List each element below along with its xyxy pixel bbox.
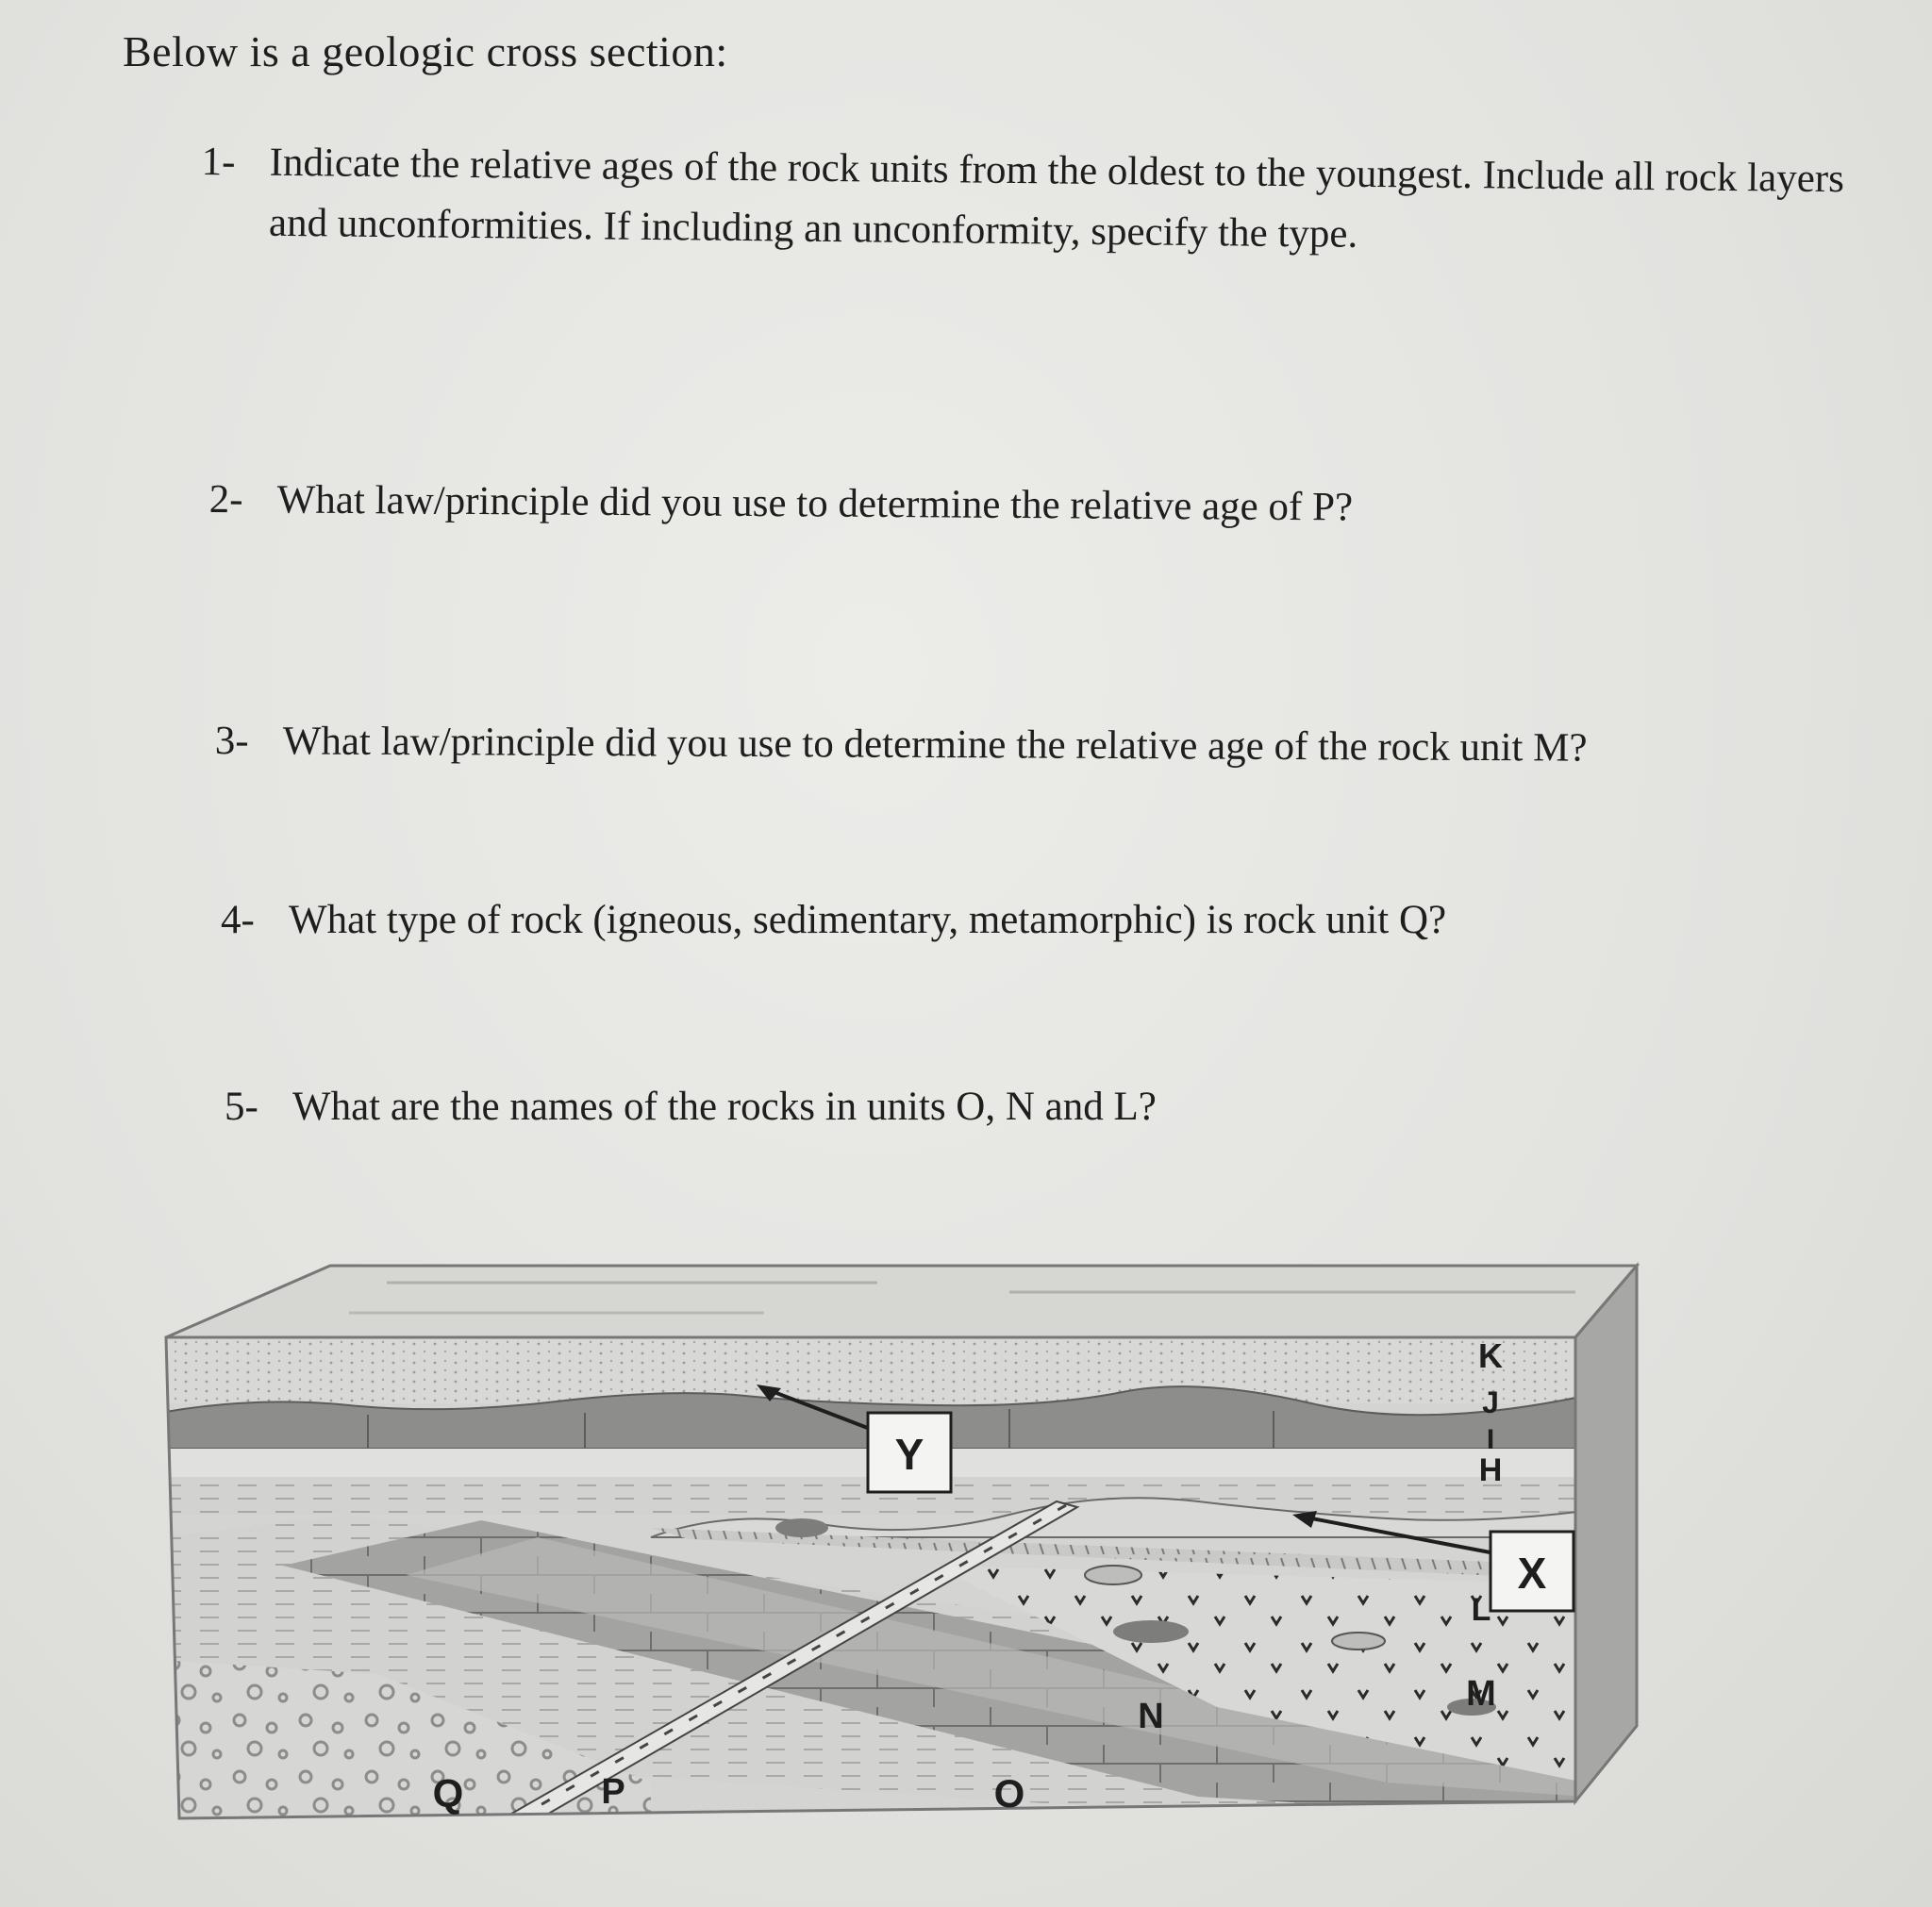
intro-text: Below is a geologic cross section: — [123, 27, 728, 75]
label-q: Q — [432, 1771, 464, 1816]
pebble-lens — [1332, 1633, 1385, 1650]
question-number: 1- — [201, 139, 236, 185]
question-text: What law/principle did you use to determine the relative age of the rock unit M? — [282, 719, 1588, 771]
question-text: What law/principle did you use to determine the relative age of P? — [276, 477, 1354, 530]
question-number: 4- — [221, 898, 255, 942]
question-3 — [215, 711, 1588, 779]
question-number: 2- — [208, 476, 243, 522]
label-o: O — [993, 1771, 1025, 1816]
question-2 — [209, 470, 1354, 538]
label-p: P — [601, 1772, 625, 1812]
label-l: L — [1471, 1592, 1491, 1628]
question-text: What are the names of the rocks in units O, N and L? — [292, 1085, 1157, 1129]
pebble-lens — [1085, 1566, 1141, 1584]
label-k: K — [1478, 1336, 1503, 1375]
geologic-cross-section-diagram — [160, 1254, 1651, 1839]
block-right-side — [1575, 1266, 1637, 1801]
pebble-lens — [775, 1518, 828, 1537]
layer-k — [160, 1337, 1585, 1403]
pebble-lens — [1113, 1620, 1189, 1643]
question-number: 5- — [225, 1085, 258, 1129]
question-4 — [221, 890, 1446, 951]
label-h: H — [1478, 1452, 1503, 1488]
label-y: Y — [894, 1430, 924, 1479]
label-j: J — [1482, 1385, 1499, 1419]
block-top-surface — [166, 1266, 1637, 1337]
label-n: N — [1138, 1697, 1164, 1736]
label-m: M — [1466, 1674, 1496, 1714]
question-text: Indicate the relative ages of the rock units from the oldest to the youngest. Include all rock layers and unconformities. If including an unconformity, specify the type. — [268, 140, 1845, 257]
question-number: 3- — [214, 718, 249, 764]
label-i: I — [1486, 1424, 1495, 1455]
question-text: What type of rock (igneous, sedimentary, metamorphic) is rock unit Q? — [289, 898, 1447, 942]
question-1 — [201, 132, 1890, 271]
label-x: X — [1517, 1549, 1547, 1598]
question-5 — [225, 1077, 1157, 1137]
